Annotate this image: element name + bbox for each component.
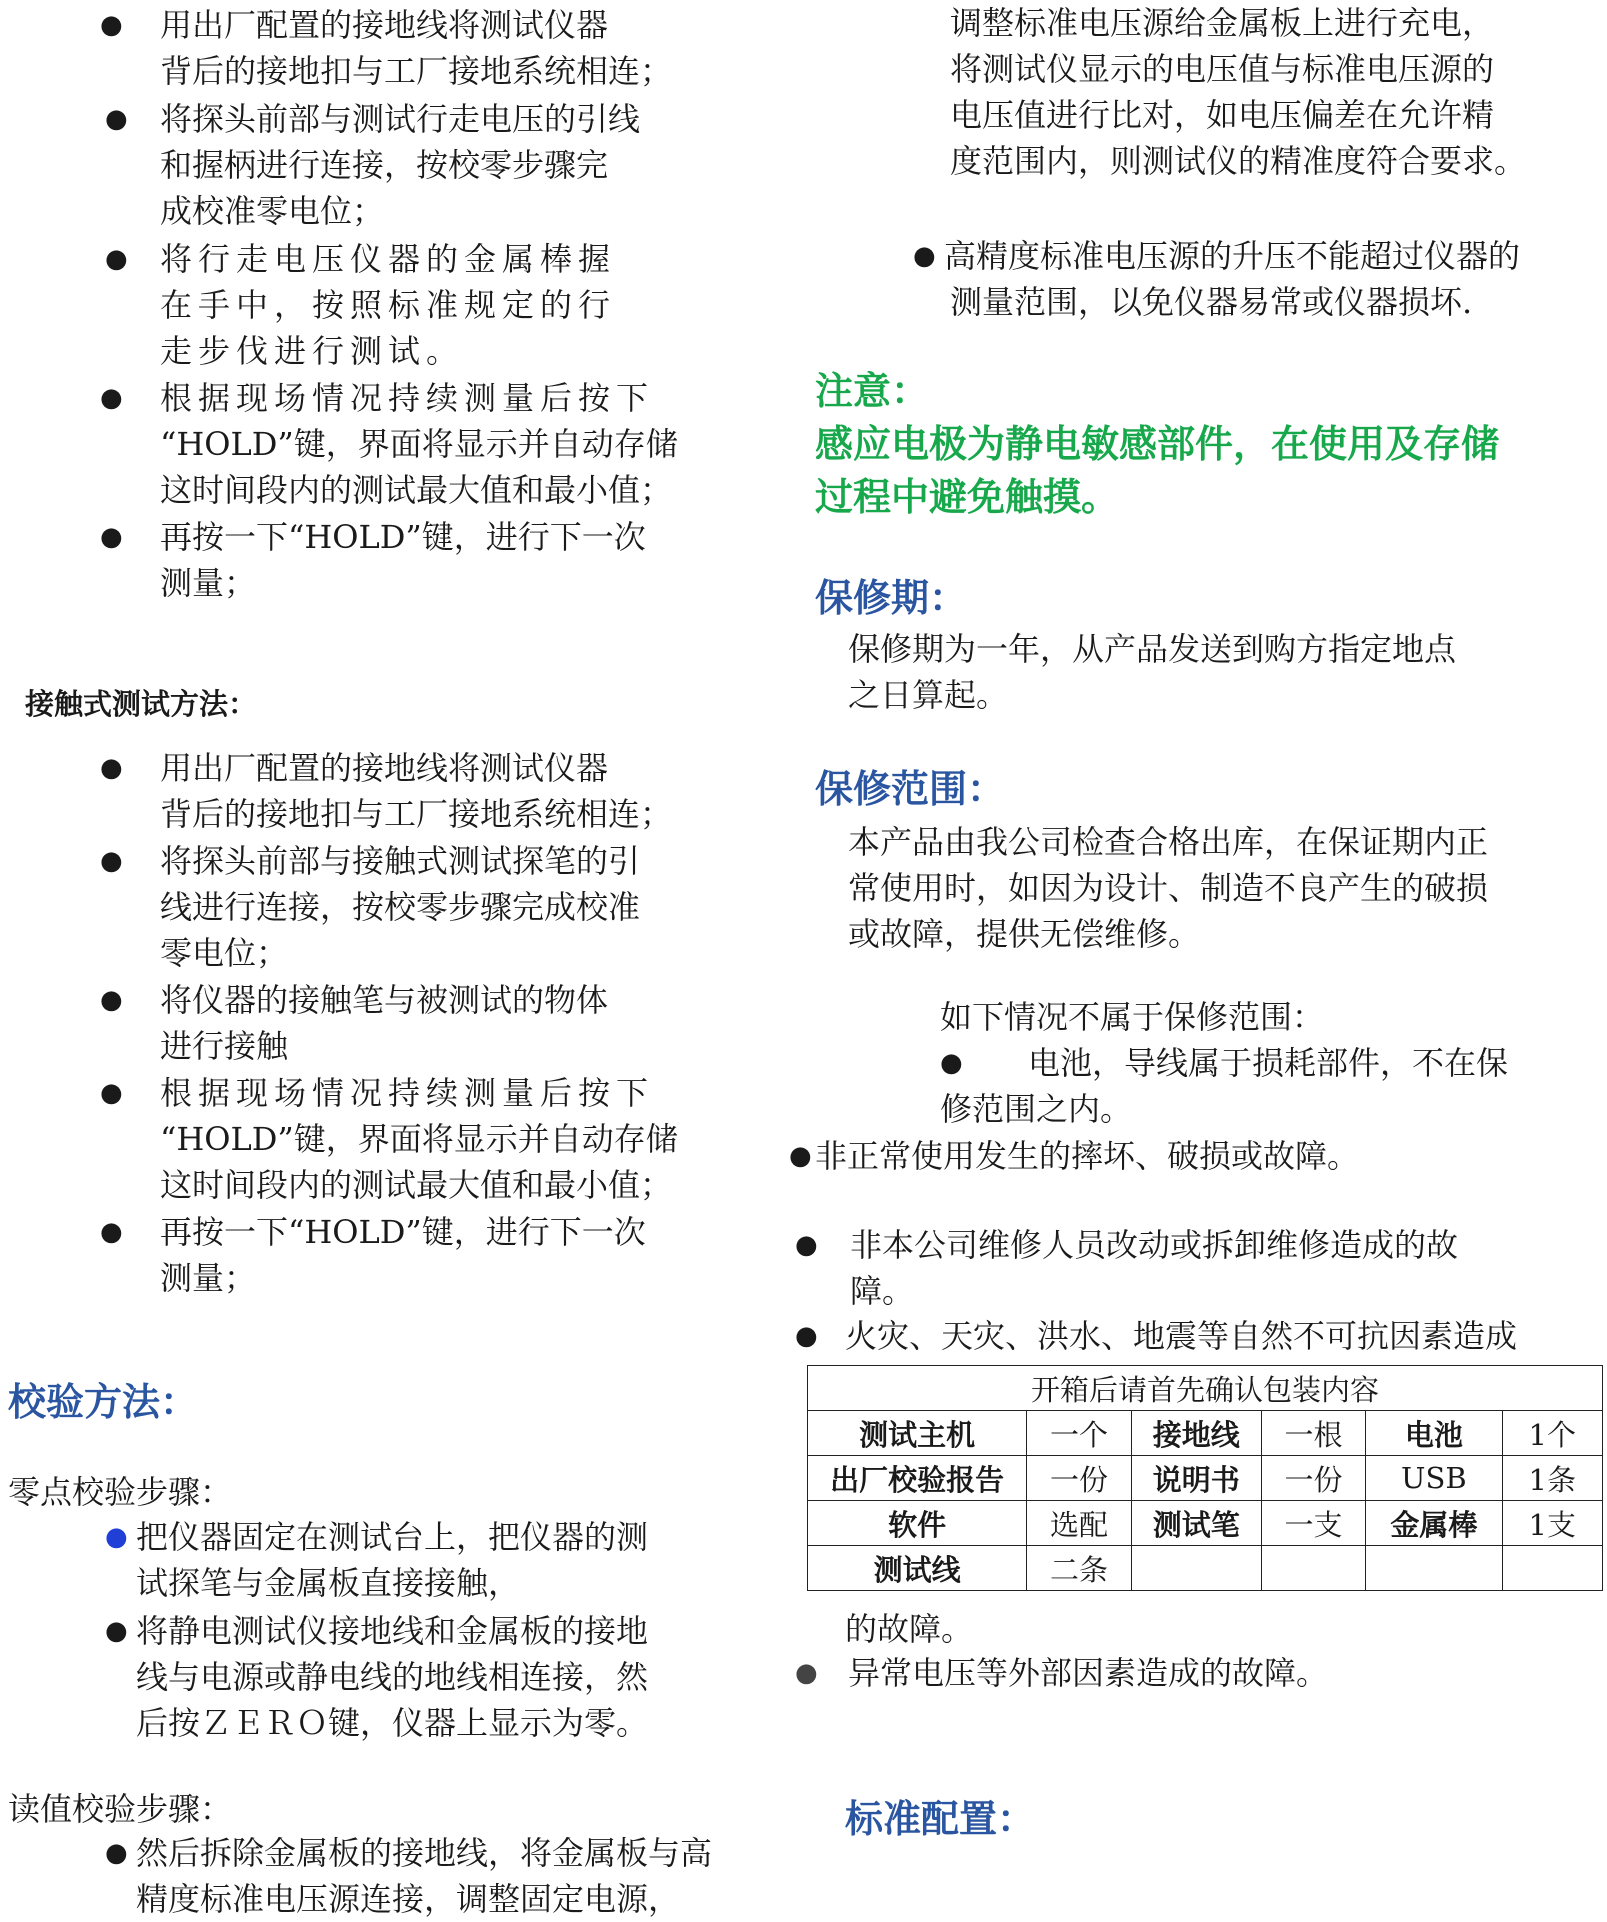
table-cell: 1条 bbox=[1502, 1456, 1602, 1501]
table-cell: 电池 bbox=[1366, 1411, 1502, 1456]
bullet: ● bbox=[100, 985, 123, 1015]
table-cell: 二条 bbox=[1027, 1546, 1131, 1591]
list-item: 走步伐进行测试。 bbox=[160, 332, 465, 370]
list-item: 测量； bbox=[160, 1259, 257, 1297]
list-item: 将探头前部与测试行走电压的引线 bbox=[160, 100, 641, 138]
table-cell: 一份 bbox=[1027, 1456, 1131, 1501]
notice-title: 注意： bbox=[815, 368, 930, 413]
list-item: 试探笔与金属板直接接触， bbox=[136, 1564, 521, 1602]
list-item: 高精度标准电压源的升压不能超过仪器的 bbox=[944, 237, 1521, 275]
section-heading: 校验方法： bbox=[8, 1379, 199, 1424]
sub-heading: 零点校验步骤： bbox=[8, 1473, 233, 1511]
paragraph-line: 常使用时，如因为设计、制造不良产生的破损 bbox=[848, 869, 1489, 907]
table-cell bbox=[1261, 1546, 1365, 1591]
list-item: 根据现场情况持续测量后按下 bbox=[160, 379, 655, 417]
list-item: 再按一下“HOLD”键，进行下一次 bbox=[160, 518, 646, 556]
table-cell: 说明书 bbox=[1131, 1456, 1261, 1501]
paragraph-line: 保修期为一年，从产品发送到购方指定地点 bbox=[848, 630, 1457, 668]
table-row bbox=[808, 1501, 1603, 1546]
list-item: 障。 bbox=[850, 1272, 915, 1310]
list-item: “HOLD”键，界面将显示并自动存储 bbox=[160, 425, 678, 463]
paragraph-line: 本产品由我公司检查合格出库，在保证期内正 bbox=[848, 823, 1489, 861]
sub-heading: 读值校验步骤： bbox=[8, 1790, 233, 1828]
table-cell: 出厂校验报告 bbox=[808, 1456, 1027, 1501]
list-item: 电池，导线属于损耗部件，不在保 bbox=[1028, 1044, 1509, 1082]
table-cell: 一支 bbox=[1261, 1501, 1365, 1546]
paragraph-line: 之日算起。 bbox=[848, 676, 1009, 714]
table-cell: 软件 bbox=[808, 1501, 1027, 1546]
list-item: 非正常使用发生的摔坏、破损或故障。 bbox=[815, 1137, 1360, 1175]
standard-config-title: 标准配置： bbox=[845, 1796, 1036, 1841]
bullet: ● bbox=[100, 846, 123, 876]
list-item: 这时间段内的测试最大值和最小值； bbox=[160, 471, 673, 509]
list-item: 修范围之内。 bbox=[940, 1090, 1133, 1128]
list-item: 的故障。 bbox=[845, 1610, 974, 1648]
list-item: 这时间段内的测试最大值和最小值； bbox=[160, 1166, 673, 1204]
list-item: 精度标准电压源连接，调整固定电源， bbox=[136, 1880, 681, 1918]
list-item: 测量； bbox=[160, 564, 257, 602]
list-item: 根据现场情况持续测量后按下 bbox=[160, 1074, 655, 1112]
paragraph-line: 将测试仪显示的电压值与标准电压源的 bbox=[950, 50, 1495, 88]
bullet: ● bbox=[100, 522, 123, 552]
list-item: 线与电源或静电线的地线相连接，然 bbox=[136, 1658, 649, 1696]
bullet: ● bbox=[795, 1321, 818, 1351]
table-cell: 选配 bbox=[1027, 1501, 1131, 1546]
list-item: 非本公司维修人员改动或拆卸维修造成的故 bbox=[850, 1226, 1459, 1264]
list-item: 后按ＺＥＲＯ键，仪器上显示为零。 bbox=[136, 1704, 649, 1742]
scope-title: 保修范围： bbox=[815, 766, 1006, 811]
list-item: 将探头前部与接触式测试探笔的引 bbox=[160, 842, 641, 880]
warranty-title: 保修期： bbox=[815, 575, 968, 620]
list-item: 成校准零电位； bbox=[160, 192, 385, 230]
table-cell: 测试主机 bbox=[808, 1411, 1027, 1456]
bullet: ● bbox=[100, 753, 123, 783]
list-item: 测量范围，以免仪器易常或仪器损坏. bbox=[950, 283, 1473, 321]
list-item: 将行走电压仪器的金属棒握 bbox=[160, 240, 617, 278]
paragraph-line: 电压值进行比对，如电压偏差在允许精 bbox=[950, 96, 1495, 134]
list-item: 零电位； bbox=[160, 934, 289, 972]
table-caption-row bbox=[808, 1366, 1603, 1411]
table-cell: 1个 bbox=[1502, 1411, 1602, 1456]
table-cell bbox=[1502, 1546, 1602, 1591]
list-item: 异常电压等外部因素造成的故障。 bbox=[848, 1654, 1329, 1692]
bullet: ● bbox=[105, 1616, 128, 1646]
table-cell bbox=[1131, 1546, 1261, 1591]
blue-bullet: ● bbox=[105, 1522, 128, 1552]
bullet: ● bbox=[100, 1217, 123, 1247]
bullet: ● bbox=[795, 1658, 818, 1688]
table-cell: 测试笔 bbox=[1131, 1501, 1261, 1546]
table-row bbox=[808, 1456, 1603, 1501]
table-cell: 一份 bbox=[1261, 1456, 1365, 1501]
table-row bbox=[808, 1546, 1603, 1591]
table-cell: 测试线 bbox=[808, 1546, 1027, 1591]
list-item: 用出厂配置的接地线将测试仪器 bbox=[160, 6, 609, 44]
list-item: 再按一下“HOLD”键，进行下一次 bbox=[160, 1213, 646, 1251]
paragraph-line: 度范围内，则测试仪的精准度符合要求。 bbox=[950, 142, 1527, 180]
bullet: ● bbox=[100, 1078, 123, 1108]
table-cell: 1支 bbox=[1502, 1501, 1602, 1546]
table-cell: 一个 bbox=[1027, 1411, 1131, 1456]
list-item: 和握柄进行连接，按校零步骤完 bbox=[160, 146, 609, 184]
list-item: 背后的接地扣与工厂接地系统相连； bbox=[160, 52, 673, 90]
table-cell: USB bbox=[1366, 1456, 1502, 1501]
table-cell bbox=[1366, 1546, 1502, 1591]
list-item: 将静电测试仪接地线和金属板的接地 bbox=[136, 1612, 649, 1650]
bullet: ● bbox=[913, 241, 936, 271]
list-item: 在手中，按照标准规定的行 bbox=[160, 286, 617, 324]
table-cell: 金属棒 bbox=[1366, 1501, 1502, 1546]
section-heading: 接触式测试方法： bbox=[25, 687, 258, 721]
paragraph-line: 或故障，提供无偿维修。 bbox=[848, 915, 1201, 953]
package-contents-table bbox=[807, 1365, 1603, 1591]
paragraph-line: 调整标准电压源给金属板上进行充电， bbox=[950, 4, 1495, 42]
list-item: 把仪器固定在测试台上，把仪器的测 bbox=[136, 1518, 649, 1556]
list-item: 火灾、天灾、洪水、地震等自然不可抗因素造成 bbox=[845, 1317, 1518, 1355]
bullet: ● bbox=[100, 383, 123, 413]
bullet: ● bbox=[789, 1141, 812, 1171]
exclusion-intro: 如下情况不属于保修范围： bbox=[940, 998, 1325, 1036]
bullet: ● bbox=[105, 244, 128, 274]
notice-text: 感应电极为静电敏感部件，在使用及存储 bbox=[815, 421, 1500, 466]
bullet: ● bbox=[105, 104, 128, 134]
notice-text: 过程中避免触摸。 bbox=[815, 474, 1120, 519]
table-caption: 开箱后请首先确认包装内容 bbox=[808, 1366, 1603, 1411]
bullet: ● bbox=[940, 1048, 963, 1078]
list-item: 然后拆除金属板的接地线，将金属板与高 bbox=[136, 1834, 713, 1872]
bullet: ● bbox=[100, 10, 123, 40]
list-item: 背后的接地扣与工厂接地系统相连； bbox=[160, 795, 673, 833]
bullet: ● bbox=[105, 1838, 128, 1868]
list-item: 用出厂配置的接地线将测试仪器 bbox=[160, 749, 609, 787]
list-item: “HOLD”键，界面将显示并自动存储 bbox=[160, 1120, 678, 1158]
bullet: ● bbox=[795, 1230, 818, 1260]
list-item: 线进行连接，按校零步骤完成校准 bbox=[160, 888, 641, 926]
table-cell: 一根 bbox=[1261, 1411, 1365, 1456]
list-item: 进行接触 bbox=[160, 1027, 289, 1065]
table-cell: 接地线 bbox=[1131, 1411, 1261, 1456]
list-item: 将仪器的接触笔与被测试的物体 bbox=[160, 981, 609, 1019]
table-row bbox=[808, 1411, 1603, 1456]
